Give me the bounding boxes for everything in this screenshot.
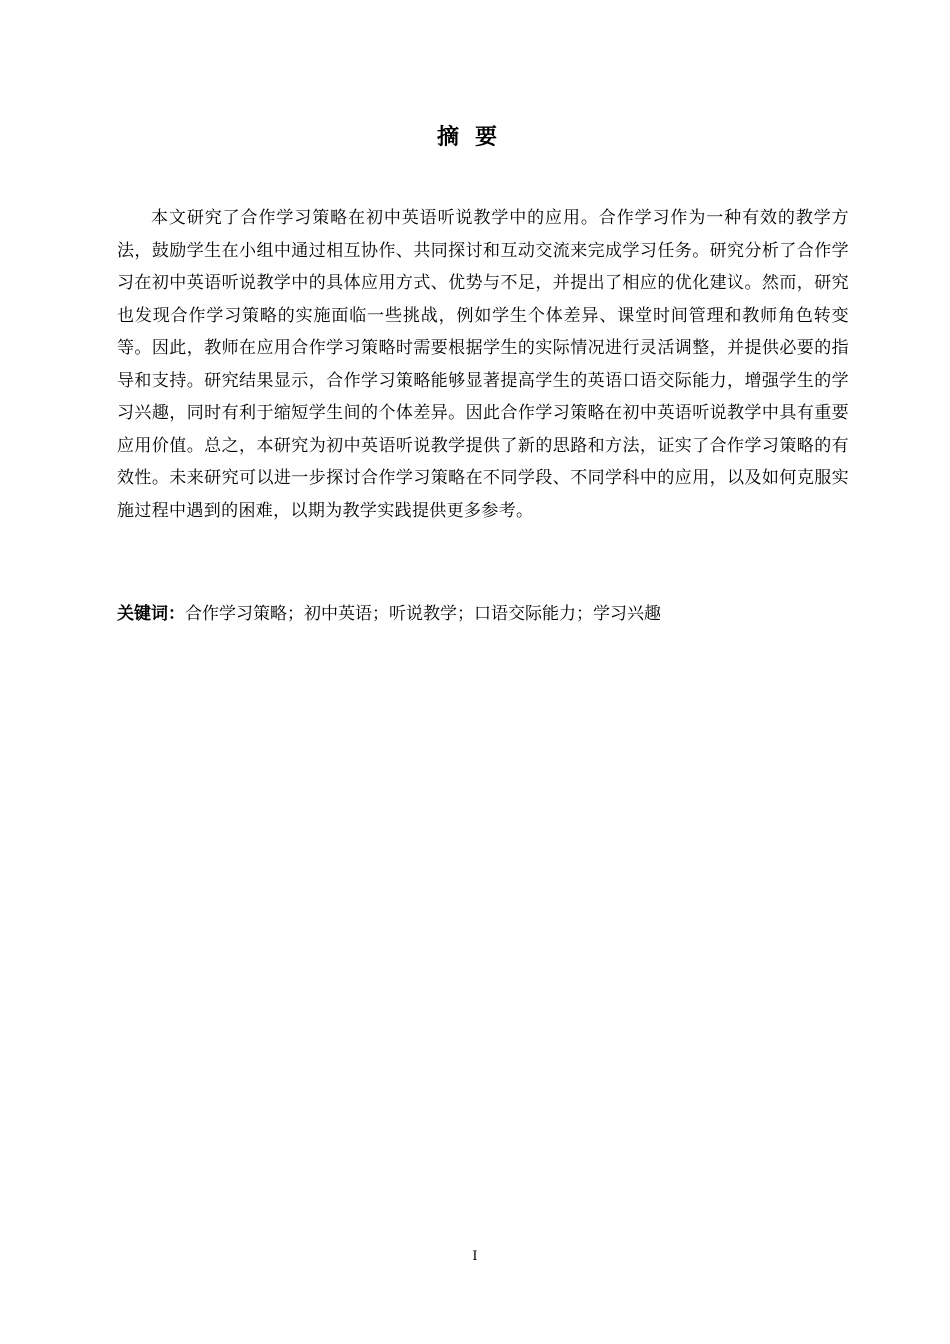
page-number: I [472, 1249, 478, 1264]
abstract-paragraph: 本文研究了合作学习策略在初中英语听说教学中的应用。合作学习作为一种有效的教学方法，鼓励学生在小组中通过相互协作、共同探讨和互动交流来完成学习任务。研究分析了合作学习在初中英语听说教学中的具体应用方式、优势与不足，并提出了相应的优化建议。然而，研究也发现合作学习策略的实施面临一些挑战，例如学生个体差异、课堂时间管理和教师角色转变等。因此，教师在应用合作学习策略时需要根据学生的实际情况进行灵活调整，并提供必要的指导和支持。研究结果显示，合作学习策略能够显著提高学生的英语口语交际能力，增强学生的学习兴趣，同时有利于缩短学生间的个体差异。因此合作学习策略在初中英语听说教学中具有重要应用价值。总之，本研究为初中英语听说教学提供了新的思路和方法，证实了合作学习策略的有效性。未来研究可以进一步探讨合作学习策略在不同学段、不同学科中的应用，以及如何克服实施过程中遇到的困难，以期为教学实践提供更多参考。 [117, 208, 849, 521]
keywords-line [117, 598, 849, 630]
keywords-list: 合作学习策略；初中英语；听说教学；口语交际能力；学习兴趣 [185, 604, 661, 624]
keywords-label: 关键词： [117, 604, 185, 624]
page-title: 摘要 [436, 125, 513, 150]
